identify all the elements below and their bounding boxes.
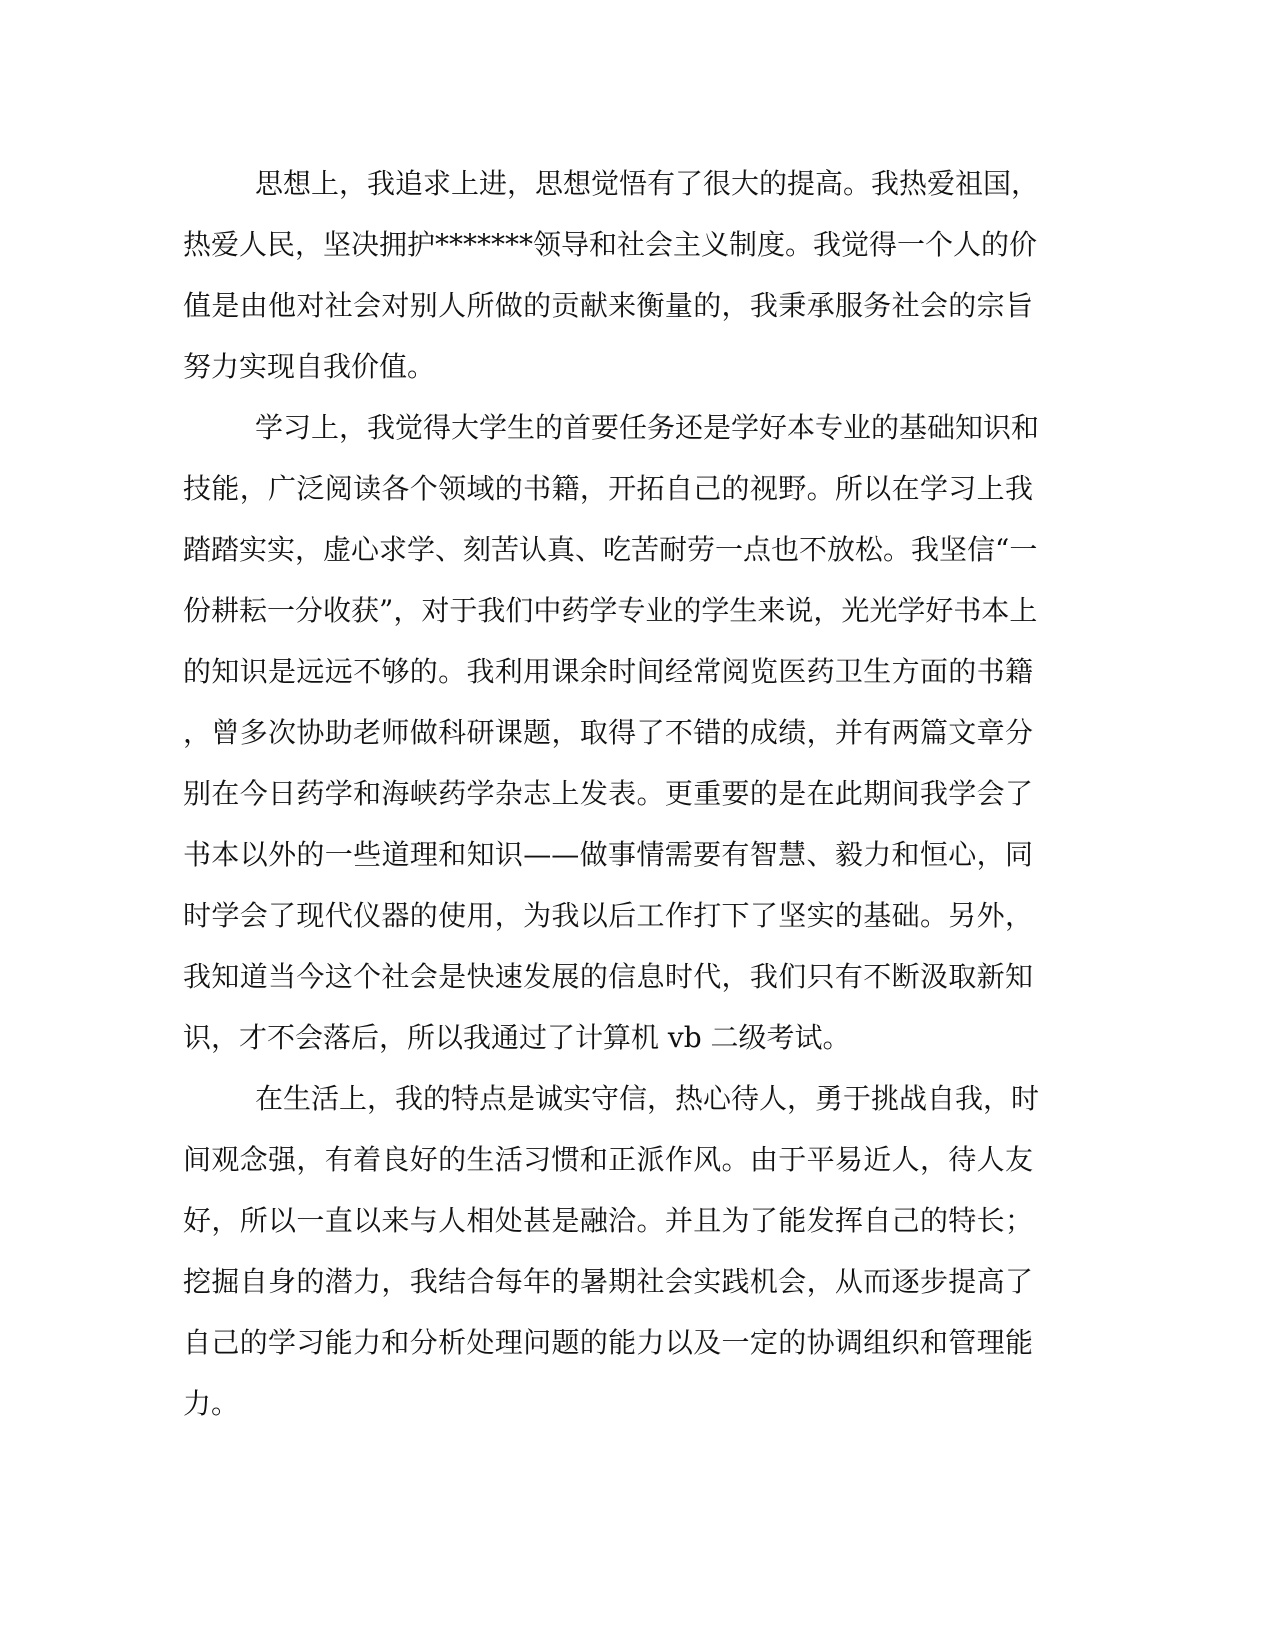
- paragraph-line: 技能，广泛阅读各个领域的书籍，开拓自己的视野。所以在学习上我: [183, 472, 1033, 505]
- paragraph-line: 思想上，我追求上进，思想觉悟有了很大的提高。我热爱祖国，: [255, 167, 1040, 200]
- paragraph-line: 学习上，我觉得大学生的首要任务还是学好本专业的基础知识和: [255, 411, 1040, 444]
- paragraph-line: 值是由他对社会对别人所做的贡献来衡量的，我秉承服务社会的宗旨: [183, 289, 1033, 322]
- paragraph-line: 挖掘自身的潜力，我结合每年的暑期社会实践机会，从而逐步提高了: [183, 1265, 1033, 1298]
- paragraph-line: 识，才不会落后，所以我通过了计算机 vb 二级考试。: [183, 1021, 851, 1054]
- paragraph-line: 时学会了现代仪器的使用，为我以后工作打下了坚实的基础。另外，: [183, 899, 1033, 932]
- paragraph-line: 我知道当今这个社会是快速发展的信息时代，我们只有不断汲取新知: [183, 960, 1033, 993]
- paragraph-line: 的知识是远远不够的。我利用课余时间经常阅览医药卫生方面的书籍: [183, 655, 1033, 688]
- paragraph-line: 在生活上，我的特点是诚实守信，热心待人，勇于挑战自我，时: [255, 1082, 1040, 1115]
- document-body: [183, 153, 1040, 1434]
- paragraph-line: 努力实现自我价值。: [183, 350, 436, 383]
- paragraph-life: [183, 1068, 1040, 1434]
- paragraph-line: 间观念强，有着良好的生活习惯和正派作风。由于平易近人，待人友: [183, 1143, 1033, 1176]
- paragraph-line: ，曾多次协助老师做科研课题，取得了不错的成绩，并有两篇文章分: [183, 716, 1033, 749]
- paragraph-study: [183, 397, 1040, 1068]
- paragraph-line: 别在今日药学和海峡药学杂志上发表。更重要的是在此期间我学会了: [183, 777, 1033, 810]
- paragraph-line: 热爱人民，坚决拥护*******领导和社会主义制度。我觉得一个人的价: [183, 228, 1038, 261]
- paragraph-line: 踏踏实实，虚心求学、刻苦认真、吃苦耐劳一点也不放松。我坚信“一: [183, 533, 1038, 566]
- paragraph-line: 自己的学习能力和分析处理问题的能力以及一定的协调组织和管理能: [183, 1326, 1033, 1359]
- paragraph-line: 书本以外的一些道理和知识——做事情需要有智慧、毅力和恒心，同: [183, 838, 1033, 871]
- paragraph-thought: [183, 153, 1040, 397]
- paragraph-line: 力。: [183, 1387, 240, 1420]
- paragraph-line: 份耕耘一分收获”，对于我们中药学专业的学生来说，光光学好书本上: [183, 594, 1038, 627]
- paragraph-line: 好，所以一直以来与人相处甚是融洽。并且为了能发挥自己的特长；: [183, 1204, 1033, 1237]
